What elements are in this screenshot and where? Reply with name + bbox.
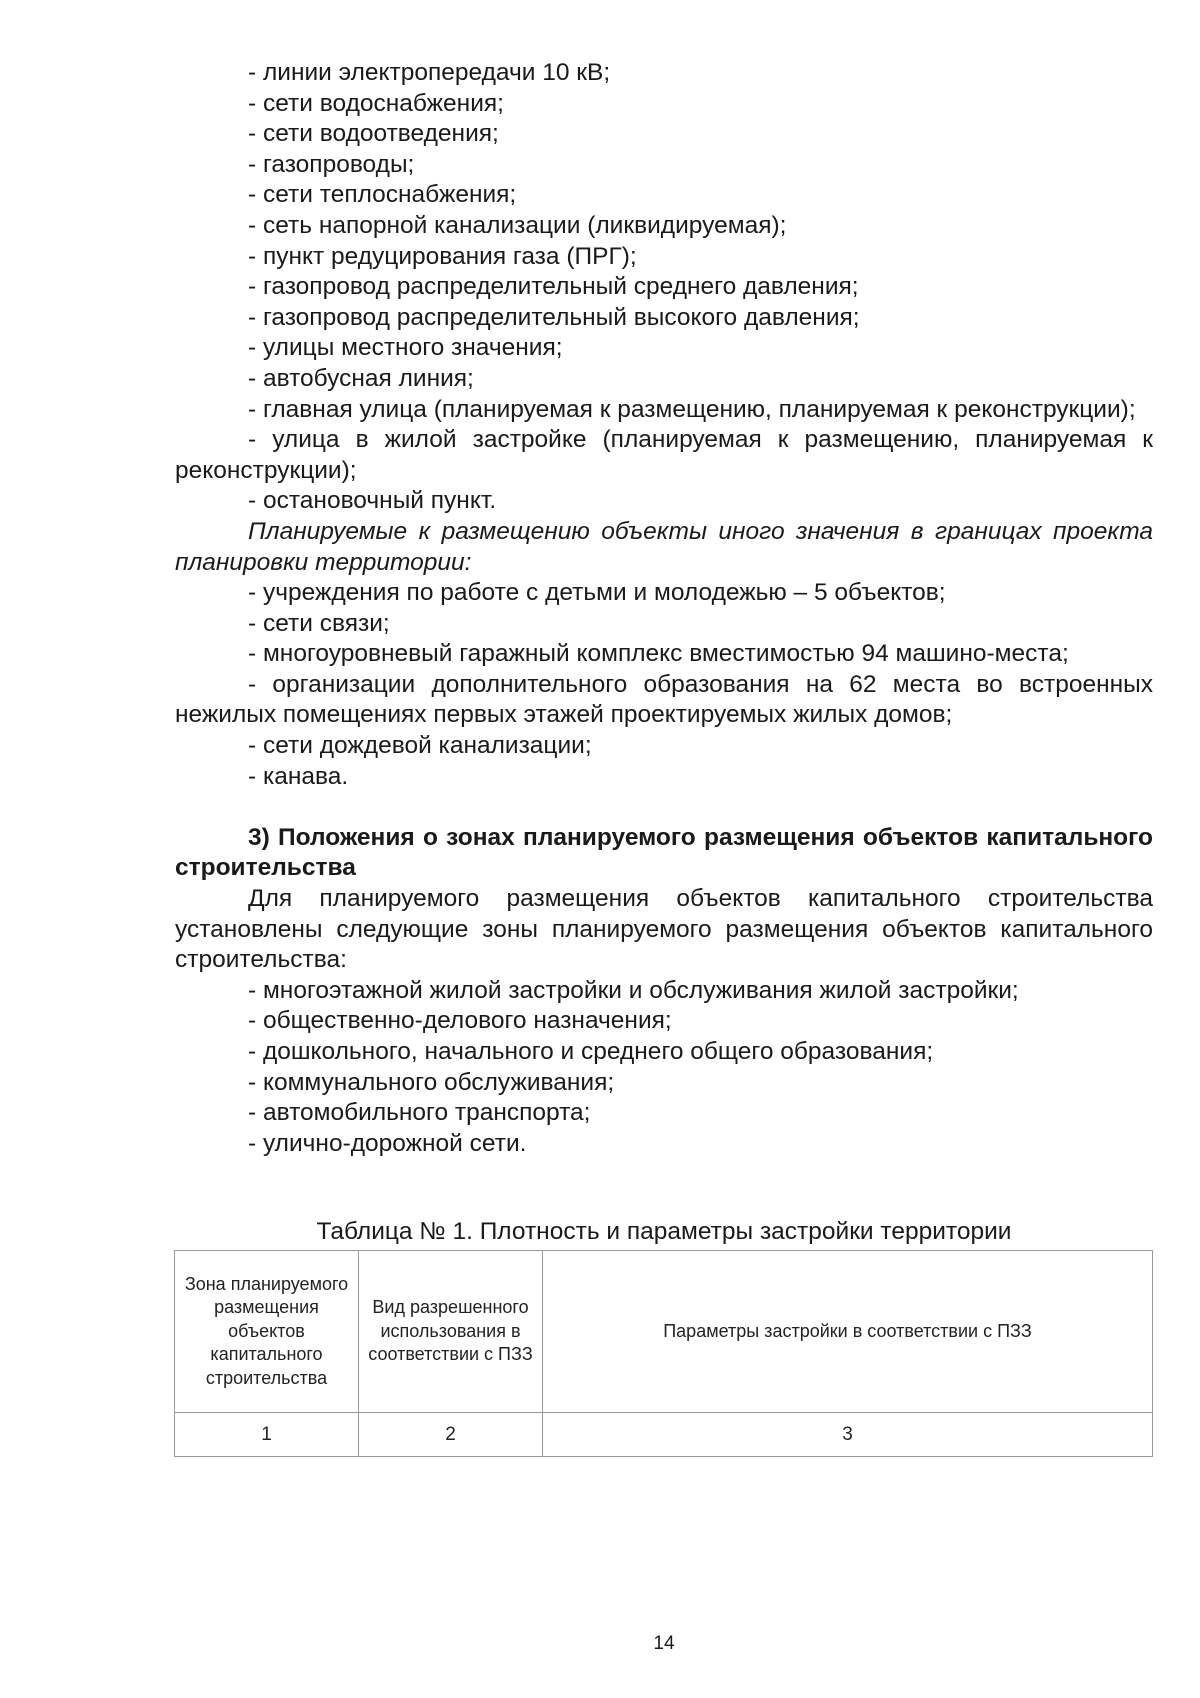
paragraph: - газопровод распределительный высокого давления; bbox=[248, 303, 860, 331]
paragraph: - остановочный пункт. bbox=[248, 487, 497, 515]
subsection-heading: Планируемые к размещению объекты иного значения в границах проекта планировки территории: bbox=[175, 517, 1153, 576]
paragraph-spacer bbox=[175, 792, 1153, 823]
section-heading: 3) Положения о зонах планируемого размещения объектов капитального строительства bbox=[175, 823, 1153, 882]
paragraph: - улицы местного значения; bbox=[248, 334, 563, 362]
paragraph: - многоэтажной жилой застройки и обслуживания жилой застройки; bbox=[248, 976, 1019, 1004]
paragraph: - газопровод распределительный среднего давления; bbox=[248, 273, 859, 301]
table-column-number: 1 bbox=[175, 1413, 359, 1457]
paragraph: - общественно-делового назначения; bbox=[248, 1007, 672, 1035]
paragraph: - канава. bbox=[248, 762, 349, 790]
paragraph: - сети водоотведения; bbox=[248, 120, 499, 148]
table-header-row bbox=[175, 1251, 1153, 1413]
parameters-table bbox=[174, 1250, 1153, 1457]
paragraph: - сети теплоснабжения; bbox=[248, 181, 517, 209]
table-column-number: 3 bbox=[543, 1413, 1153, 1457]
table-header-parameters: Параметры застройки в соответствии с ПЗЗ bbox=[543, 1251, 1153, 1413]
paragraph: - пункт редуцирования газа (ПРГ); bbox=[248, 242, 637, 270]
paragraph: - организации дополнительного образования на 62 места во встроенных нежилых помещениях первых этажей проектируемых жилых домов; bbox=[175, 670, 1153, 729]
paragraph: - учреждения по работе с детьми и молодежью – 5 объектов; bbox=[248, 579, 946, 607]
paragraph: Для планируемого размещения объектов капитального строительства установлены следующие зоны планируемого размещения объектов капитального строительства: bbox=[175, 885, 1153, 974]
paragraph: - улица в жилой застройке (планируемая к размещению, планируемая к реконструкции); bbox=[175, 426, 1153, 484]
paragraph: - линии электропередачи 10 кВ; bbox=[248, 59, 611, 86]
paragraph: - сети дождевой канализации; bbox=[248, 732, 592, 760]
paragraph: - дошкольного, начального и среднего общего образования; bbox=[248, 1038, 934, 1065]
paragraph: - коммунального обслуживания; bbox=[248, 1068, 615, 1096]
paragraph: - улично-дорожной сети. bbox=[248, 1129, 527, 1157]
paragraph: - сети связи; bbox=[248, 609, 390, 637]
table-number-row bbox=[175, 1413, 1153, 1457]
paragraph: - автомобильного транспорта; bbox=[248, 1099, 591, 1127]
paragraph: - главная улица (планируемая к размещению, планируемая к реконструкции); bbox=[248, 395, 1136, 423]
table-title: Таблица № 1. Плотность и параметры застройки территории bbox=[316, 1218, 1012, 1245]
document-body bbox=[175, 58, 1153, 1159]
paragraph: - автобусная линия; bbox=[248, 364, 474, 392]
page-number: 14 bbox=[653, 1633, 675, 1654]
table-column-number: 2 bbox=[359, 1413, 543, 1457]
paragraph: - сети водоснабжения; bbox=[248, 89, 504, 117]
table-header-use-type: Вид разрешенного использования в соответствии с ПЗЗ bbox=[359, 1251, 543, 1413]
paragraph: - газопроводы; bbox=[248, 150, 415, 178]
paragraph: - многоуровневый гаражный комплекс вместимостью 94 машино-места; bbox=[248, 640, 1069, 668]
table-header-zone: Зона планируемого размещения объектов капитального строительства bbox=[175, 1251, 359, 1413]
paragraph: - сеть напорной канализации (ликвидируемая); bbox=[248, 211, 787, 239]
